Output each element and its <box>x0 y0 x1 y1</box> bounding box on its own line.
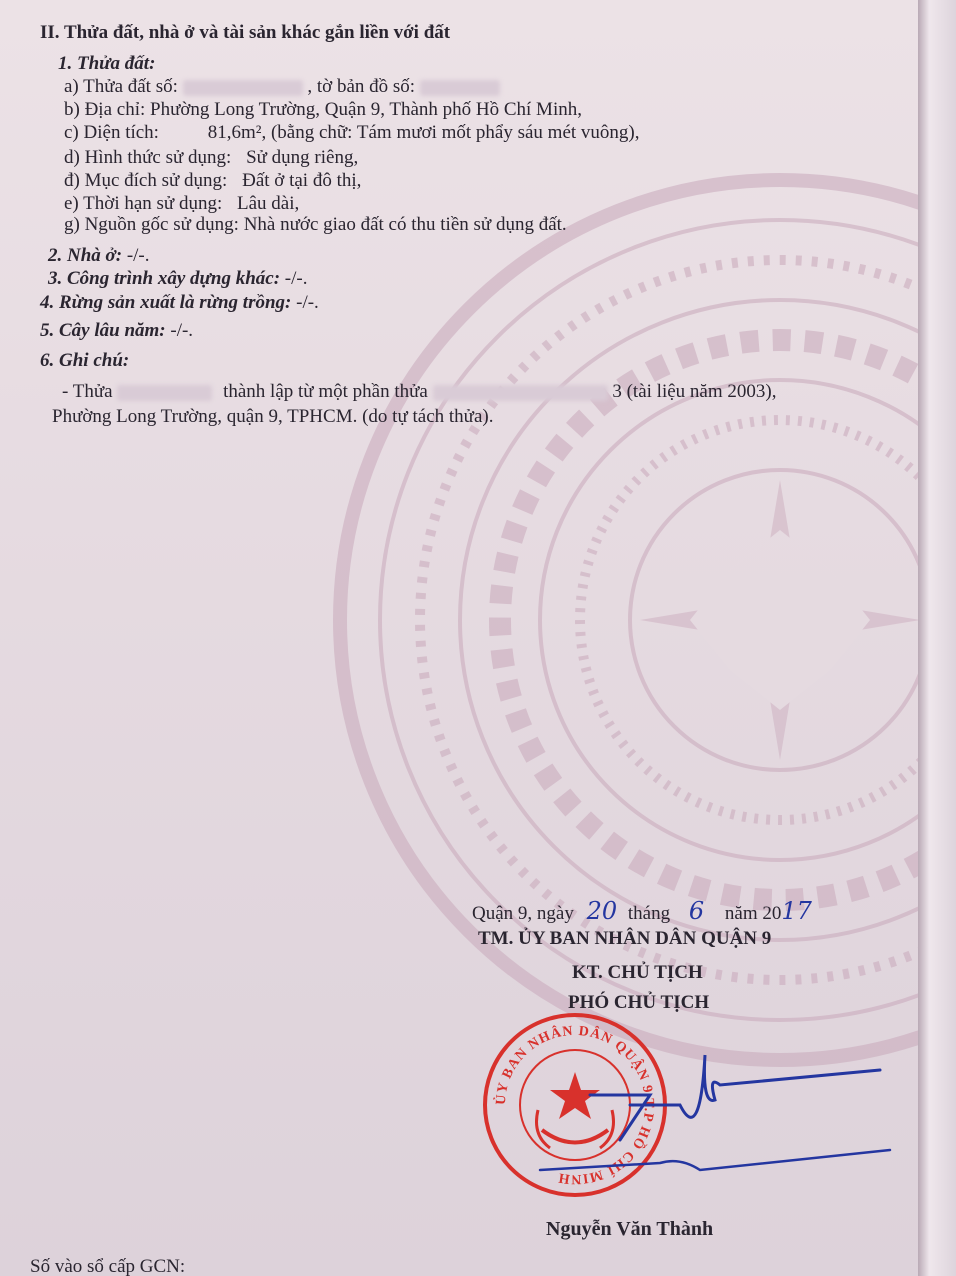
signer-name: Nguyễn Văn Thành <box>546 1218 714 1240</box>
section-title: II. Thửa đất, nhà ở và tài sản khác gắn liền với đất <box>40 22 451 43</box>
term-label: e) Thời hạn sử dụng: <box>64 193 223 214</box>
redacted-parcel-number <box>183 80 303 96</box>
notes-derived-text: thành lập từ một phần thửa <box>223 381 428 402</box>
month-label: tháng <box>627 903 671 924</box>
purpose-row <box>64 170 361 192</box>
svg-text:ỦY BAN NHÂN DÂN QUẬN 9 T.P HỒ: ỦY BAN NHÂN DÂN QUẬN 9 T.P HỒ CHÍ MINH <box>493 1023 657 1187</box>
term-row <box>64 193 299 215</box>
origin-row: g) Nguồn gốc sử dụng: Nhà nước giao đất có thu tiền sử dụng đất. <box>64 214 567 235</box>
perennial-label: 5. Cây lâu năm: <box>40 320 166 341</box>
land-heading: 1. Thửa đất: <box>58 53 156 74</box>
issue-place: Quận 9, ngày <box>472 903 574 924</box>
notes-line-1 <box>62 381 776 403</box>
usage-form-label: d) Hình thức sử dụng: <box>64 147 232 168</box>
handwritten-signature <box>530 1045 900 1185</box>
term-value: Lâu dài, <box>237 193 300 214</box>
redacted-parcel-ref <box>117 385 212 401</box>
house-value: -/-. <box>126 245 150 266</box>
purpose-label: đ) Mục đích sử dụng: <box>64 170 228 191</box>
forest-label: 4. Rừng sản xuất là rừng trồng: <box>40 292 292 313</box>
parcel-number-label: a) Thửa đất số: <box>64 76 178 97</box>
notes-doc-year: 3 (tài liệu năm 2003), <box>612 381 777 402</box>
map-sheet-label: , tờ bản đồ số: <box>307 76 416 97</box>
forest-row <box>40 292 319 314</box>
issue-month: 6 <box>688 897 705 925</box>
title-vice-chairman: PHÓ CHỦ TỊCH <box>568 992 710 1013</box>
area-row <box>64 122 639 144</box>
issue-day: 20 <box>586 897 618 925</box>
authority: TM. ỦY BAN NHÂN DÂN QUẬN 9 <box>478 928 772 949</box>
other-works-value: -/-. <box>284 268 308 289</box>
parcel-number-row <box>64 76 500 98</box>
house-row <box>48 245 150 267</box>
usage-form-value: Sử dụng riêng, <box>246 147 359 168</box>
perennial-row <box>40 320 193 342</box>
address-row: b) Địa chỉ: Phường Long Trường, Quận 9, Thành phố Hồ Chí Minh, <box>64 99 582 120</box>
other-works-label: 3. Công trình xây dựng khác: <box>48 268 281 289</box>
forest-value: -/-. <box>296 292 319 313</box>
area-value: 81,6m², (bằng chữ: Tám mươi mốt phẩy sáu mét vuông), <box>207 122 640 143</box>
area-label: c) Diện tích: <box>64 122 159 143</box>
page-edge <box>918 0 956 1276</box>
redacted-source-parcel <box>433 385 608 401</box>
issue-year: 17 <box>781 897 812 925</box>
purpose-value: Đất ở tại đô thị, <box>242 170 362 191</box>
registry-number-label: Số vào sổ cấp GCN: <box>30 1256 186 1276</box>
issue-date <box>472 897 812 925</box>
notes-parcel-prefix: - Thửa <box>62 381 113 402</box>
other-works-row <box>48 268 307 290</box>
notes-line-2: Phường Long Trường, quận 9, TPHCM. (do tự tách thửa). <box>52 406 494 427</box>
perennial-value: -/-. <box>170 320 194 341</box>
usage-form-row <box>64 147 358 169</box>
year-label: năm 20 <box>724 903 782 924</box>
notes-heading: 6. Ghi chú: <box>40 350 130 371</box>
title-vice-chairman-acting: KT. CHỦ TỊCH <box>572 962 703 983</box>
house-label: 2. Nhà ở: <box>48 245 123 266</box>
redacted-map-sheet <box>420 80 500 96</box>
